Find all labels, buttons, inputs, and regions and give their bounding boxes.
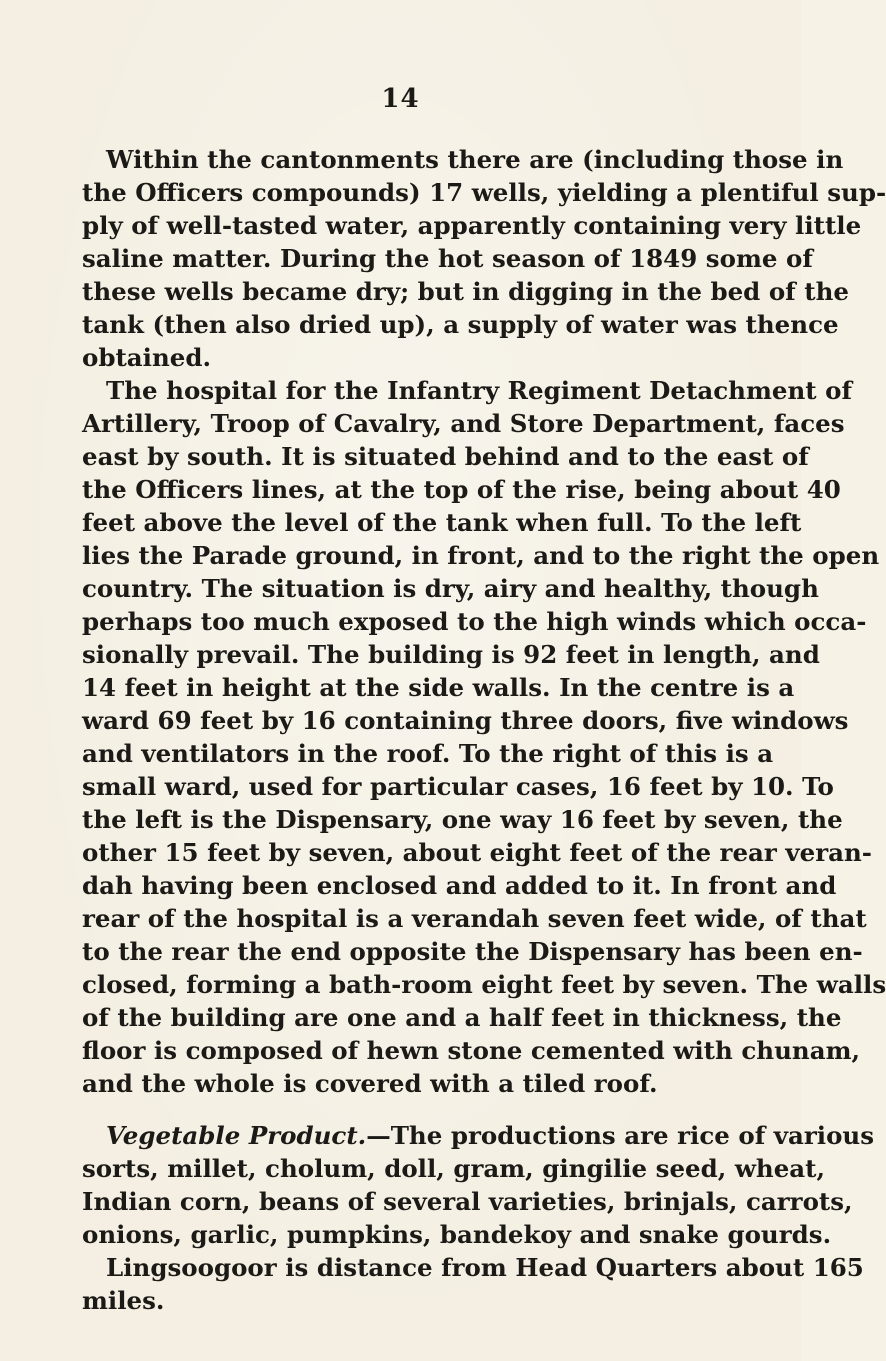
text-line: Indian corn, beans of several varieties, brinjals, carrots, [82,1187,853,1216]
text-line: these wells became dry; but in digging in the bed of the [82,277,849,306]
text-line: tank (then also dried up), a supply of water was thence [82,310,839,339]
page-number: 14 [381,84,420,114]
section-heading: Vegetable Product. [106,1121,367,1150]
text-line: obtained. [82,343,212,372]
text-line: ply of well-tasted water, apparently containing very little [82,211,862,240]
text-line: country. The situation is dry, airy and healthy, though [82,574,819,603]
text-line: perhaps too much exposed to the high winds which occa- [82,607,867,636]
text-line: onions, garlic, pumpkins, bandekoy and snake gourds. [82,1220,832,1249]
text-line [106,1118,875,1154]
text-line: lies the Parade ground, in front, and to the right the open [82,541,880,570]
text-line: dah having been enclosed and added to it. In front and [82,871,837,900]
text-line: miles. [82,1286,165,1315]
text-line: The hospital for the Infantry Regiment Detachment of [106,376,852,405]
text-line: Lingsoogoor is distance from Head Quarters about 165 [106,1253,864,1282]
text-line: small ward, used for particular cases, 16 feet by 10. To [82,772,834,801]
text-line: ward 69 feet by 16 containing three doors, five windows [82,706,849,735]
text-line: Artillery, Troop of Cavalry, and Store Department, faces [82,409,845,438]
text-line: the Officers compounds) 17 wells, yielding a plentiful sup- [82,178,886,207]
text-line: sionally prevail. The building is 92 feet in length, and [82,640,820,669]
text-line: the left is the Dispensary, one way 16 feet by seven, the [82,805,843,834]
text-line: feet above the level of the tank when full. To the left [82,508,802,537]
text-line: closed, forming a bath-room eight feet by seven. The walls [82,970,886,999]
text-line: saline matter. During the hot season of 1849 some of [82,244,813,273]
text-line: the Officers lines, at the top of the rise, being about 40 [82,475,841,504]
text-line: Within the cantonments there are (including those in [106,145,844,174]
text-line: and ventilators in the roof. To the right of this is a [82,739,774,768]
text-line: other 15 feet by seven, about eight feet of the rear veran- [82,838,872,867]
text-line: sorts, millet, cholum, doll, gram, gingilie seed, wheat, [82,1154,826,1183]
text-line: east by south. It is situated behind and to the east of [82,442,809,471]
text-line: floor is composed of hewn stone cemented with chunam, [82,1036,861,1065]
text-fragment: —The productions are rice of various [366,1121,875,1150]
text-line: to the rear the end opposite the Dispensary has been en- [82,937,863,966]
text-line: rear of the hospital is a verandah seven feet wide, of that [82,904,867,933]
text-line: and the whole is covered with a tiled roof. [82,1069,658,1098]
text-line: 14 feet in height at the side walls. In the centre is a [82,673,795,702]
text-line: of the building are one and a half feet in thickness, the [82,1003,842,1032]
